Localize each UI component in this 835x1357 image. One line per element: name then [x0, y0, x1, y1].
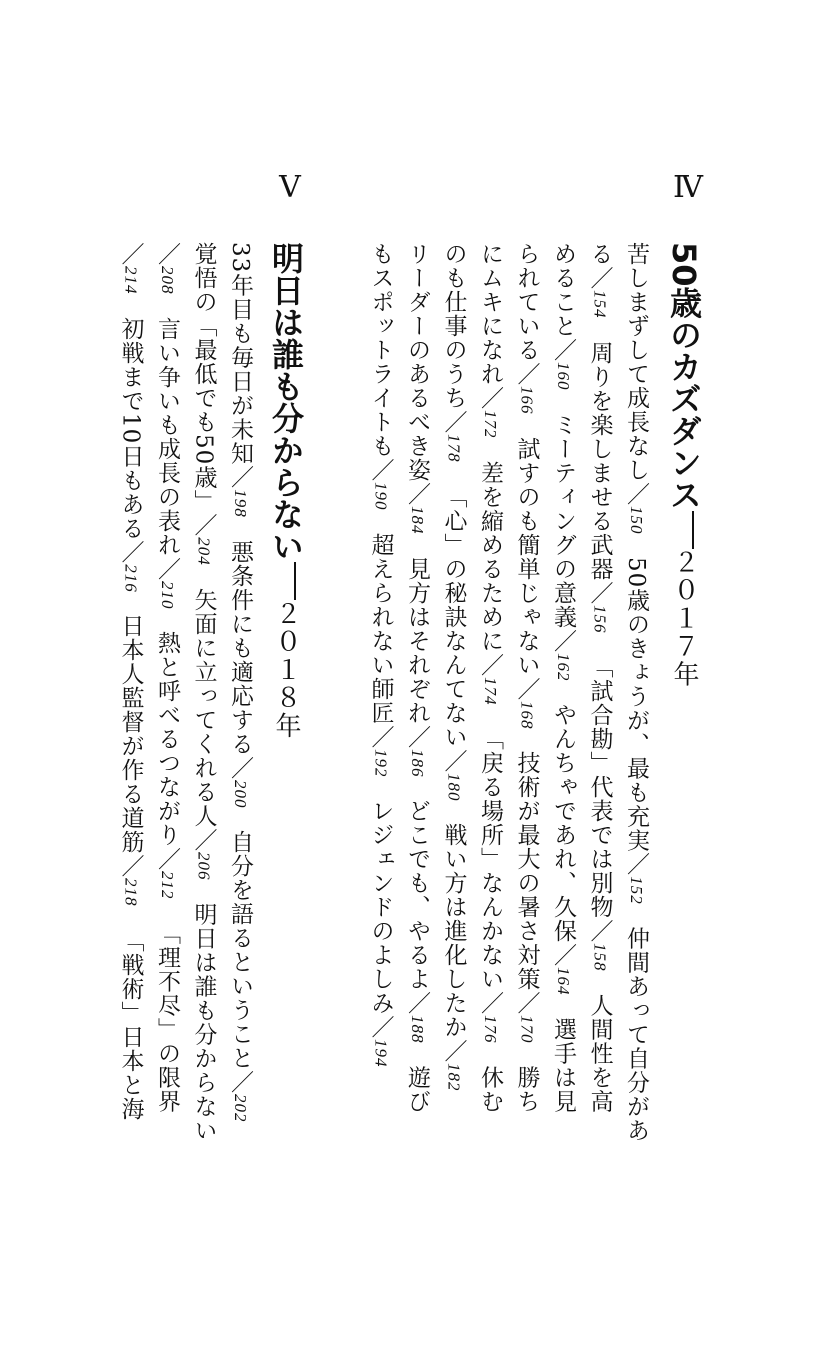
entry-gap	[380, 511, 381, 533]
entry-gap	[636, 535, 637, 557]
entry-title: 試すのも簡単じゃない	[513, 436, 540, 677]
separator-slash: ／	[440, 410, 467, 434]
section-year: ２０１７年	[669, 548, 699, 689]
entry-title: 明日は誰も分からない	[190, 902, 217, 1143]
separator-slash: ／	[404, 724, 430, 749]
entry-title: 周りを楽しませる武器	[586, 340, 613, 581]
entry-title: る	[586, 242, 613, 266]
separator-slash: ／	[550, 628, 576, 653]
entry-gap	[636, 904, 637, 926]
toc-entry[interactable]	[441, 823, 467, 1092]
entry-gap	[240, 808, 241, 830]
page-number: 156	[590, 604, 610, 633]
entry-gap	[526, 729, 527, 751]
entry-title: 勝ち	[513, 1065, 540, 1114]
toc-entry[interactable]	[154, 317, 180, 610]
toc-entry[interactable]	[191, 588, 217, 881]
entry-gap	[167, 900, 168, 922]
entry-gap	[490, 1044, 491, 1066]
toc-entry[interactable]	[477, 242, 503, 439]
toc-entry[interactable]	[587, 341, 613, 634]
toc-entry[interactable]	[154, 631, 180, 900]
separator-slash: ／	[623, 851, 649, 876]
page-number: 194	[371, 1039, 391, 1068]
entry-title: 休む	[477, 1065, 503, 1114]
separator-slash: ／	[117, 242, 144, 266]
entry-title: やんちゃであれ、久保	[550, 703, 576, 943]
title-dash	[294, 562, 296, 600]
entry-gap	[526, 1044, 527, 1066]
toc-entry[interactable]	[514, 1066, 540, 1114]
entry-title: 「戦術」日本と海	[117, 928, 144, 1121]
entry-gap	[240, 518, 241, 540]
section-title-iv	[664, 242, 704, 1272]
page-number: 218	[121, 878, 141, 907]
page-number: 214	[121, 266, 141, 295]
toc-entry[interactable]	[441, 242, 467, 463]
entry-title: レジェンドのよしみ	[367, 799, 394, 1015]
separator-slash: ／	[154, 847, 180, 871]
title-dash	[692, 511, 694, 549]
entry-gap	[130, 295, 131, 317]
entry-title: 50歳のきょうが、最も充実	[623, 556, 649, 852]
toc-entry[interactable]	[118, 317, 144, 593]
entry-gap	[563, 681, 564, 703]
separator-slash: ／	[586, 580, 613, 605]
separator-slash: ／	[550, 943, 576, 967]
toc-line	[113, 242, 149, 1272]
separator-slash: ／	[586, 919, 613, 943]
toc-entry[interactable]	[587, 242, 613, 319]
entry-title: 選手は見	[550, 1017, 576, 1114]
page-number: 208	[158, 266, 177, 295]
separator-slash: ／	[367, 458, 394, 482]
toc-entry[interactable]	[404, 799, 430, 1044]
page-number: 212	[158, 871, 177, 900]
toc-entry[interactable]	[404, 242, 430, 535]
entry-title: 戦い方は進化したか	[440, 823, 467, 1039]
toc-entry[interactable]	[227, 242, 253, 518]
entry-title: にムキになれ	[477, 242, 503, 386]
toc-entry[interactable]	[514, 751, 540, 1044]
separator-slash: ／	[190, 513, 217, 538]
separator-slash: ／	[513, 676, 540, 701]
separator-slash: ／	[477, 386, 503, 410]
entry-gap	[526, 415, 527, 437]
entry-gap	[599, 633, 600, 655]
separator-slash: ／	[367, 1015, 394, 1039]
toc-entry[interactable]	[118, 614, 144, 907]
entry-title: 初戦まで10日もある	[117, 316, 144, 540]
entry-title: 自分を語るということ	[227, 830, 253, 1071]
page-number: 150	[627, 506, 646, 535]
entry-title: 33年目も毎日が未知	[227, 242, 253, 466]
entry-gap	[563, 996, 564, 1018]
section-title-v	[266, 242, 306, 1272]
entry-title: 超えられない師匠	[367, 532, 394, 725]
entry-gap	[490, 439, 491, 461]
toc-line	[545, 242, 581, 1272]
entry-gap	[380, 777, 381, 799]
toc-entry[interactable]	[587, 655, 613, 972]
separator-slash: ／	[440, 748, 467, 773]
page-number: 184	[408, 506, 427, 535]
toc-entry[interactable]	[441, 485, 467, 802]
toc-line	[186, 242, 222, 1272]
entry-title: ミーティングの意義	[550, 412, 576, 629]
entry-gap	[417, 535, 418, 557]
page-number: 152	[627, 875, 646, 905]
page-number: 204	[194, 537, 214, 566]
toc-entry[interactable]	[514, 437, 540, 730]
toc-entry[interactable]	[477, 1066, 503, 1114]
separator-slash: ／	[477, 652, 503, 677]
page-number: 192	[371, 748, 391, 777]
entry-title: 遊び	[404, 1065, 430, 1114]
page-number: 180	[444, 772, 464, 801]
toc-entry[interactable]	[550, 413, 576, 682]
toc-entry[interactable]	[368, 799, 394, 1068]
toc-line	[472, 242, 508, 1272]
entry-gap	[203, 566, 204, 588]
page-number: 168	[517, 700, 537, 729]
page-number: 198	[231, 489, 250, 518]
page-number: 200	[231, 779, 250, 809]
separator-slash: ／	[550, 338, 576, 362]
toc-line	[582, 242, 618, 1272]
toc-entry[interactable]	[550, 242, 576, 391]
entry-gap	[130, 592, 131, 614]
separator-slash: ／	[227, 465, 253, 490]
page-number: 160	[554, 362, 573, 391]
entry-gap	[599, 972, 600, 994]
toc-line	[222, 242, 258, 1272]
separator-slash: ／	[227, 1070, 253, 1095]
entry-title: めること	[550, 242, 576, 338]
page-number: 202	[231, 1094, 250, 1123]
entry-title: もスポットライトも	[367, 242, 394, 458]
page-number: 216	[121, 563, 141, 593]
entry-title: 覚悟の「最低でも50歳」	[190, 242, 217, 514]
entry-title: リーダーのあるべき姿	[404, 242, 430, 482]
separator-slash: ／	[440, 1039, 467, 1063]
separator-slash: ／	[586, 266, 613, 290]
separator-slash: ／	[227, 755, 253, 780]
toc-entry[interactable]	[227, 830, 253, 1123]
entry-title: 「試合勘」代表では別物	[586, 655, 613, 919]
toc-entry[interactable]	[550, 1018, 576, 1114]
entry-title: 言い争いも成長の表れ	[154, 316, 180, 557]
page-number: 206	[194, 851, 214, 881]
page-number: 174	[481, 676, 500, 705]
toc-entry[interactable]	[514, 242, 540, 415]
toc-entry[interactable]	[623, 926, 649, 1142]
toc-entry[interactable]	[404, 557, 430, 778]
page-number: 210	[158, 580, 177, 609]
page-number: 188	[408, 1015, 427, 1044]
toc-line	[363, 242, 399, 1272]
toc-line	[436, 242, 472, 1272]
entry-title: 苦しまずして成長なし	[623, 242, 649, 482]
entry-title: 矢面に立ってくれる人	[190, 587, 217, 828]
entry-gap	[203, 880, 204, 902]
separator-slash: ／	[623, 482, 649, 506]
toc-entry[interactable]	[227, 540, 253, 809]
entry-gap	[453, 801, 454, 823]
section-year: ２０１８年	[271, 600, 301, 740]
toc-entry[interactable]	[477, 461, 503, 706]
page-number: 170	[517, 1015, 537, 1044]
toc-entry[interactable]	[191, 902, 217, 1142]
toc-entry[interactable]	[368, 242, 394, 511]
toc-entry[interactable]	[118, 929, 144, 1121]
entry-title: 見方はそれぞれ	[404, 556, 430, 725]
section-title-text: 50歳のカズダンス	[665, 242, 703, 511]
entry-title: 熱と呼べるつながり	[154, 631, 180, 847]
toc-entry[interactable]	[191, 242, 217, 566]
separator-slash: ／	[117, 539, 144, 564]
toc-entry[interactable]	[623, 242, 649, 535]
toc-entry[interactable]	[587, 994, 613, 1114]
page-number: 190	[371, 482, 391, 511]
separator-slash: ／	[404, 991, 430, 1015]
toc-line	[509, 242, 545, 1272]
separator-slash: ／	[154, 556, 180, 581]
page-number: 164	[554, 967, 573, 996]
entry-title: 「理不尽」の限界	[154, 921, 180, 1114]
entry-title: 差を縮めるために	[477, 460, 503, 653]
entry-title: 日本人監督が作る道筋	[117, 614, 144, 855]
toc-line	[399, 242, 435, 1272]
entry-title: 「心」の秘訣なんてない	[440, 484, 467, 749]
toc-line	[618, 242, 654, 1272]
separator-slash: ／	[513, 362, 540, 386]
page-number: 182	[444, 1063, 464, 1092]
entry-title: のも仕事のうち	[440, 242, 467, 410]
toc-entry[interactable]	[368, 533, 394, 778]
toc-line	[149, 242, 185, 1272]
toc-entry[interactable]	[404, 1066, 430, 1114]
separator-slash: ／	[513, 991, 540, 1015]
toc-entry[interactable]	[477, 727, 503, 1044]
section-numeral-iv: Ⅳ	[673, 171, 703, 204]
page-number: 186	[408, 748, 427, 777]
entry-title: 技術が最大の暑さ対策	[513, 751, 540, 991]
entry-gap	[167, 295, 168, 317]
toc-entry[interactable]	[118, 242, 144, 295]
page-number: 166	[517, 386, 537, 415]
separator-slash: ／	[117, 854, 144, 879]
page-number: 154	[590, 290, 610, 319]
toc-entry[interactable]	[154, 922, 180, 1114]
entry-gap	[417, 1044, 418, 1066]
entry-gap	[563, 391, 564, 413]
entry-gap	[130, 907, 131, 929]
separator-slash: ／	[477, 991, 503, 1015]
section-title-text: 明日は誰も分からない	[267, 242, 305, 562]
page-number: 176	[481, 1015, 500, 1044]
entry-title: 悪条件にも適応する	[227, 539, 253, 756]
toc-entry[interactable]	[623, 557, 649, 905]
entry-gap	[167, 609, 168, 631]
entry-gap	[490, 705, 491, 727]
entry-title: られている	[513, 242, 540, 362]
entry-gap	[599, 319, 600, 341]
entry-gap	[417, 777, 418, 799]
separator-slash: ／	[404, 482, 430, 506]
entry-title: どこでも、やるよ	[404, 799, 430, 991]
page-number: 162	[554, 652, 573, 681]
entry-title: 「戻る場所」なんかない	[477, 727, 503, 991]
toc-entry[interactable]	[154, 242, 180, 295]
entry-title: 仲間あって自分があ	[623, 926, 649, 1143]
page-number: 158	[590, 943, 610, 972]
entry-gap	[453, 463, 454, 485]
separator-slash: ／	[154, 242, 180, 266]
page-number: 172	[481, 410, 500, 439]
entry-title: 人間性を高	[586, 993, 613, 1114]
page-number: 178	[444, 434, 464, 463]
toc-entry[interactable]	[550, 703, 576, 996]
separator-slash: ／	[367, 724, 394, 749]
separator-slash: ／	[190, 827, 217, 852]
section-numeral-v: Ⅴ	[279, 171, 301, 204]
